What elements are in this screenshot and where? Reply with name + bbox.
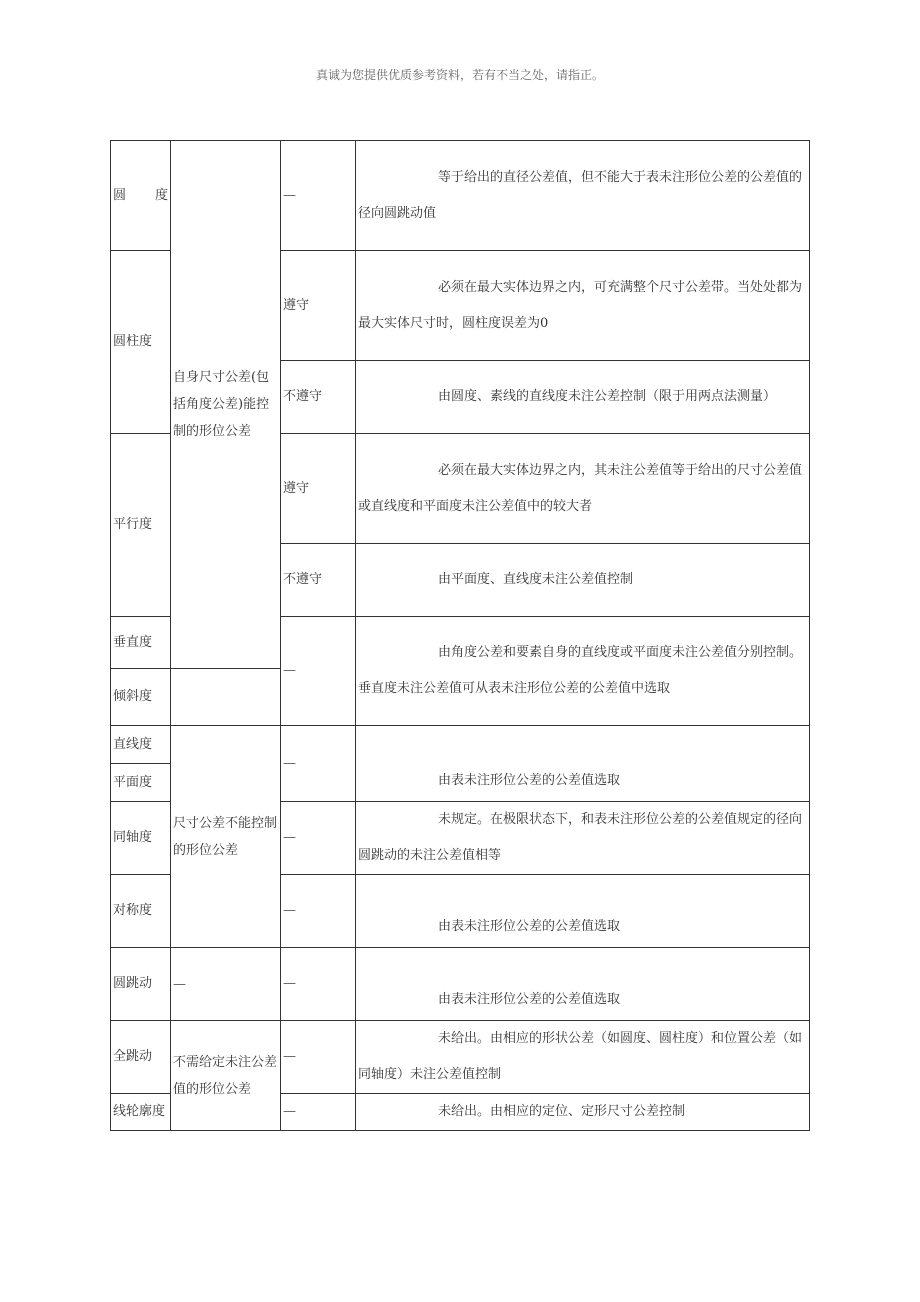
desc-text: 由平面度、直线度未注公差值控制 <box>438 572 634 587</box>
envelope-value: 不遵守 <box>283 572 323 587</box>
envelope-cell <box>281 141 356 251</box>
desc-cell <box>356 875 810 948</box>
desc-cell <box>356 617 810 726</box>
group-cell <box>171 948 281 1021</box>
envelope-cell <box>281 251 356 361</box>
envelope-cell <box>281 1094 356 1131</box>
row-name-part: 圆 <box>113 187 127 203</box>
envelope-cell <box>281 361 356 434</box>
row-name-cell <box>111 669 171 726</box>
envelope-cell <box>281 875 356 948</box>
group-cell <box>171 1021 281 1131</box>
desc-text: 由表未注形位公差的公差值选取 <box>438 919 621 934</box>
row-name: 倾斜度 <box>113 689 153 704</box>
table-row <box>111 1021 810 1094</box>
envelope-cell <box>281 948 356 1021</box>
desc-text: 必须在最大实体边界之内，其未注公差值等于给出的尺寸公差值或直线度和平面度未注公差值中的较大者 <box>358 462 803 514</box>
envelope-value: — <box>283 830 296 845</box>
row-name-cell <box>111 434 171 617</box>
table-row <box>111 141 810 251</box>
row-name-cell <box>111 948 171 1021</box>
desc-text: 由表未注形位公差的公差值选取 <box>438 773 621 788</box>
row-name: 平面度 <box>113 774 153 790</box>
table-row <box>111 726 810 764</box>
envelope-cell <box>281 434 356 544</box>
envelope-cell <box>281 726 356 802</box>
desc-cell <box>356 141 810 251</box>
row-name: 直线度 <box>113 736 153 752</box>
row-name-cell <box>111 251 171 434</box>
desc-cell <box>356 544 810 617</box>
row-name: 圆跳动 <box>113 976 153 991</box>
desc-text: 必须在最大实体边界之内，可充满整个尺寸公差带。当处处都为最大实体尺寸时，圆柱度误差为0 <box>358 279 803 331</box>
row-name: 平行度 <box>113 517 153 532</box>
desc-text: 由表未注形位公差的公差值选取 <box>438 992 621 1007</box>
envelope-value: — <box>283 976 296 991</box>
tolerance-table <box>110 140 810 1131</box>
group-label: — <box>173 976 186 992</box>
desc-text: 未规定。在极限状态下，和表未注形位公差的公差值规定的径向圆跳动的未注公差值相等 <box>358 812 803 863</box>
desc-text: 由角度公差和要素自身的直线度或平面度未注公差值分别控制。垂直度未注公差值可从表未注形位公差的公差值中选取 <box>358 645 803 696</box>
row-name-cell <box>111 1094 171 1131</box>
envelope-value: 不遵守 <box>283 389 323 404</box>
envelope-value: 遵守 <box>283 297 310 313</box>
envelope-cell <box>281 802 356 875</box>
desc-text: 未给出。由相应的定位、定形尺寸公差控制 <box>438 1104 686 1119</box>
envelope-value: — <box>283 755 296 771</box>
desc-cell <box>356 726 810 802</box>
desc-text: 等于给出的直径公差值，但不能大于表未注形位公差的公差值的径向圆跳动值 <box>358 169 803 221</box>
desc-cell <box>356 802 810 875</box>
envelope-value: — <box>283 663 296 678</box>
group-label: 不需给定未注公差值的形位公差 <box>173 1054 278 1097</box>
row-name: 垂直度 <box>113 634 153 650</box>
table-row <box>111 948 810 1021</box>
desc-cell <box>356 434 810 544</box>
row-name: 圆柱度 <box>113 334 153 349</box>
group-label: 尺寸公差不能控制的形位公差 <box>173 815 278 858</box>
row-name-cell <box>111 875 171 948</box>
group-cell <box>171 141 281 669</box>
envelope-value: — <box>283 903 296 918</box>
row-name-cell <box>111 764 171 802</box>
row-name-part: 度 <box>154 187 168 203</box>
row-name: 全跳动 <box>113 1049 153 1064</box>
desc-text: 未给出。由相应的形状公差（如圆度、圆柱度）和位置公差（如同轴度）未注公差值控制 <box>358 1031 803 1082</box>
row-name-cell <box>111 1021 171 1094</box>
envelope-cell <box>281 617 356 726</box>
group-label: 自身尺寸公差(包括角度公差)能控制的形位公差 <box>173 370 270 439</box>
group-cell <box>171 726 281 948</box>
envelope-value: — <box>283 1104 296 1119</box>
row-name-cell <box>111 726 171 764</box>
desc-cell <box>356 948 810 1021</box>
row-name-cell <box>111 617 171 669</box>
desc-cell <box>356 1021 810 1094</box>
header-note: 真诚为您提供优质参考资料，若有不当之处，请指正。 <box>315 68 604 82</box>
envelope-value: 遵守 <box>283 480 310 496</box>
desc-text: 由圆度、素线的直线度未注公差控制（限于用两点法测量） <box>438 389 777 404</box>
row-name: 对称度 <box>113 903 153 918</box>
envelope-cell <box>281 1021 356 1094</box>
envelope-value: — <box>283 187 296 203</box>
desc-cell <box>356 251 810 361</box>
desc-cell <box>356 361 810 434</box>
row-name: 同轴度 <box>113 830 153 845</box>
desc-cell <box>356 1094 810 1131</box>
row-name-cell <box>111 802 171 875</box>
row-name: 线轮廓度 <box>113 1104 166 1119</box>
envelope-value: — <box>283 1049 296 1064</box>
row-name-cell <box>111 141 171 251</box>
envelope-cell <box>281 544 356 617</box>
